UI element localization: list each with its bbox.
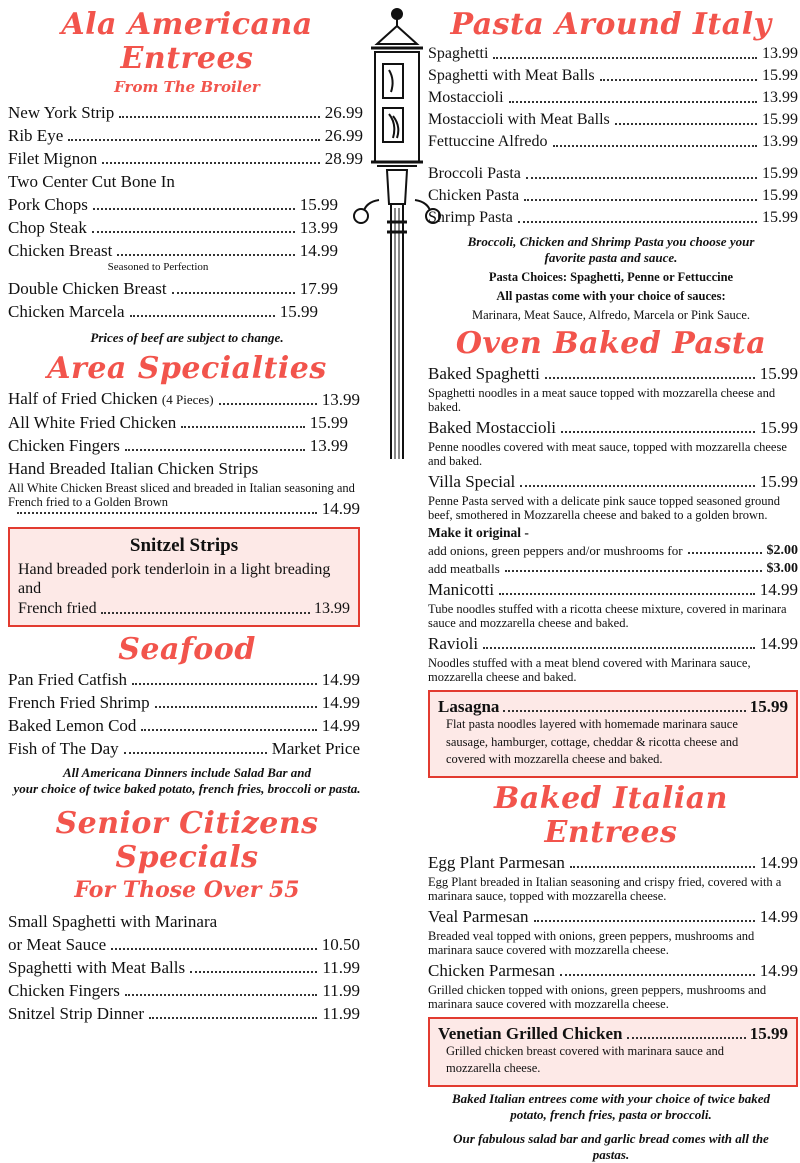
menu-item	[428, 132, 798, 152]
item-name: Two Center Cut Bone In	[8, 172, 175, 191]
menu-item	[8, 102, 363, 123]
dot-leader	[219, 402, 317, 405]
dot-leader	[125, 448, 305, 451]
menu-item	[428, 960, 798, 981]
section-title-pasta-italy: Pasta Around Italy	[450, 7, 772, 42]
dot-leader	[503, 709, 745, 712]
americana-dinners-note	[8, 765, 366, 797]
dot-leader	[125, 993, 317, 996]
dot-leader	[600, 78, 757, 81]
menu-item	[8, 980, 360, 1001]
menu-item	[8, 125, 363, 146]
menu-item	[8, 934, 360, 955]
item-name: Double Chicken Breast	[8, 279, 167, 298]
note-line-1: Broccoli, Chicken and Shrimp Pasta you choose your	[467, 234, 755, 249]
addon-row	[428, 561, 798, 577]
snitzel-desc-line1: Hand breaded pork tenderloin in a light breading and	[18, 561, 331, 597]
item-name: Pan Fried Catfish	[8, 670, 127, 689]
item-description: Spaghetti noodles in a meat sauce topped with mozzarella cheese and baked.	[428, 386, 776, 414]
lasagna-price: 15.99	[749, 697, 788, 716]
dot-leader	[524, 198, 757, 201]
seniors-subtitle: For Those Over 55	[74, 877, 300, 903]
item-price: 11.99	[322, 981, 360, 1000]
menu-item	[8, 301, 318, 322]
item-description-text: All White Chicken Breast sliced and breaded in Italian seasoning and French fried to a Golden Brown	[8, 481, 355, 509]
item-price: 15.99	[762, 187, 798, 204]
lasagna-desc-line1: Flat pasta noodles layered with homemade marinara sauce	[446, 717, 738, 731]
menu-item	[428, 852, 798, 873]
dot-leader	[172, 291, 295, 294]
item-description: Penne noodles covered with meat sauce, topped with mozzarella cheese and baked.	[428, 440, 787, 468]
dot-leader	[17, 511, 317, 514]
item-price: 14.99	[321, 716, 360, 735]
item-name: Mostaccioli	[428, 89, 504, 106]
item-price: 14.99	[321, 670, 360, 689]
dot-leader	[117, 253, 294, 256]
dot-leader	[627, 1036, 746, 1039]
item-price: 13.99	[321, 390, 360, 409]
dot-leader	[124, 751, 267, 754]
snitzel-title: Snitzel Strips	[129, 535, 239, 556]
chicken-breast-note: Seasoned to Perfection	[107, 261, 209, 273]
menu-item	[8, 412, 348, 433]
menu-item	[8, 957, 360, 978]
menu-item	[428, 88, 798, 108]
item-price: 14.99	[321, 693, 360, 712]
menu-item	[428, 579, 798, 600]
item-name: Chicken Pasta	[428, 187, 520, 204]
dot-leader	[111, 947, 317, 950]
item-name: Villa Special	[428, 472, 516, 491]
item-description: Tube noodles stuffed with a ricotta cheese mixture, covered in marinara sauce and mozzarella cheese and baked.	[428, 602, 787, 630]
dot-leader	[561, 430, 755, 433]
item-description: Egg Plant breaded in Italian seasoning and crispy fried, covered with a marinara sauce, topped with mozzarella cheese.	[428, 874, 782, 903]
item-price: 13.99	[762, 133, 798, 150]
item-price: 15.99	[299, 195, 338, 214]
dot-leader	[526, 176, 757, 179]
item-name: Spaghetti with Meat Balls	[428, 67, 595, 84]
make-it-original-label: Make it original -	[428, 525, 529, 540]
dot-leader	[149, 1016, 317, 1019]
item-name: Chicken Marcela	[8, 302, 125, 321]
item-price: 26.99	[324, 126, 363, 145]
venetian-row	[438, 1023, 788, 1044]
item-name: or Meat Sauce	[8, 935, 107, 954]
addon-price: $2.00	[766, 543, 798, 558]
menu-item	[428, 44, 798, 64]
lasagna-box	[428, 690, 798, 778]
note-line-2: potato, french fries, pasta or broccoli.	[510, 1106, 712, 1122]
item-name: French Fried Shrimp	[8, 693, 150, 712]
item-name: Half of Fried Chicken	[8, 389, 158, 408]
menu-item	[428, 471, 798, 492]
item-name: Pork Chops	[8, 195, 88, 214]
dot-leader	[68, 138, 320, 141]
item-price: 28.99	[324, 149, 363, 168]
menu-item-title	[8, 458, 366, 479]
section-title-baked-italian: Baked Italian Entrees	[494, 780, 728, 850]
americana-subtitle: From The Broiler	[114, 78, 260, 96]
item-name: Hand Breaded Italian Chicken Strips	[8, 459, 259, 478]
dot-leader	[92, 230, 295, 233]
addon-price: $3.00	[766, 561, 798, 576]
dot-leader	[615, 122, 757, 125]
item-price: 11.99	[322, 1004, 360, 1023]
menu-item	[8, 435, 348, 456]
menu-item	[8, 692, 360, 713]
item-name: Spaghetti	[428, 45, 489, 62]
item-name: Chicken Parmesan	[428, 960, 555, 980]
item-name: Filet Mignon	[8, 149, 98, 168]
menu-item	[8, 738, 360, 759]
snitzel-price: 13.99	[314, 600, 350, 617]
menu-item	[8, 240, 338, 261]
menu-item	[8, 278, 338, 299]
sauce-note-list: Marinara, Meat Sauce, Alfredo, Marcela or Pink Sauce.	[471, 308, 751, 322]
right-column	[424, 0, 800, 1163]
item-name: Fettuccine Alfredo	[428, 133, 548, 150]
venetian-desc-line1: Grilled chicken breast covered with marinara sauce and	[446, 1043, 724, 1058]
item-name: Small Spaghetti with Marinara	[8, 912, 218, 931]
menu-item	[8, 669, 360, 690]
dot-leader	[93, 207, 295, 210]
item-price: 13.99	[762, 89, 798, 106]
item-name: Ravioli	[428, 634, 479, 653]
item-price: 15.99	[759, 418, 798, 437]
menu-item	[428, 164, 798, 184]
item-price: 13.99	[309, 436, 348, 455]
item-name: Shrimp Pasta	[428, 209, 513, 226]
section-title-area-specialties: Area Specialties	[47, 351, 327, 386]
item-price: 15.99	[309, 413, 348, 432]
item-name: Baked Mostaccioli	[428, 418, 556, 437]
item-name: Baked Lemon Cod	[8, 716, 137, 735]
venetian-price: 15.99	[749, 1023, 788, 1043]
item-price: 14.99	[759, 960, 798, 980]
item-price: 15.99	[279, 302, 318, 321]
item-price: 14.99	[759, 580, 798, 599]
item-price: 14.99	[299, 241, 338, 260]
dot-leader	[534, 919, 755, 922]
dot-leader	[518, 220, 757, 223]
dot-leader	[493, 56, 757, 59]
section-title-americana: Ala Americana Entrees	[61, 7, 313, 76]
menu-item	[8, 715, 360, 736]
menu-item	[8, 1003, 360, 1024]
item-name: Egg Plant Parmesan	[428, 852, 565, 872]
item-price: 15.99	[759, 472, 798, 491]
menu-item	[8, 388, 360, 410]
dot-leader	[560, 973, 755, 976]
menu-item	[8, 194, 338, 215]
item-name: Chicken Breast	[8, 241, 113, 260]
item-name: New York Strip	[8, 103, 115, 122]
item-description: Breaded veal topped with onions, green peppers, mushrooms and marinara sauce covered with mozzarella cheese.	[428, 928, 755, 957]
item-name: Spaghetti with Meat Balls	[8, 958, 186, 977]
note-line-2: your choice of twice baked potato, french fries, broccoli or pasta.	[13, 781, 361, 796]
menu-item	[428, 208, 798, 228]
item-price: 14.99	[759, 852, 798, 872]
item-name: Baked Spaghetti	[428, 364, 540, 383]
dot-leader	[119, 115, 319, 118]
dot-leader	[155, 705, 317, 708]
lasagna-row	[438, 696, 788, 717]
item-price: 13.99	[762, 45, 798, 62]
note-line-1: Baked Italian entrees come with your choice of twice baked	[451, 1090, 771, 1106]
salad-bar-note	[428, 1131, 794, 1163]
item-name: Mostaccioli with Meat Balls	[428, 111, 610, 128]
dot-leader	[130, 314, 275, 317]
item-name: Fish of The Day	[8, 739, 119, 758]
item-name: Snitzel Strip Dinner	[8, 1004, 144, 1023]
lasagna-desc-line2: sausage, hamburger, cottage, cheddar & ricotta cheese and	[446, 734, 739, 749]
baked-italian-note	[428, 1091, 794, 1123]
item-name: All White Fried Chicken	[8, 413, 177, 432]
item-name: Chop Steak	[8, 218, 87, 237]
dot-leader	[499, 592, 755, 595]
menu-item	[8, 148, 363, 169]
dot-leader	[553, 144, 757, 147]
item-price: 17.99	[299, 279, 338, 298]
beef-price-footnote: Prices of beef are subject to change.	[90, 330, 284, 345]
note-line-2: pastas.	[592, 1146, 630, 1162]
section-title-seafood: Seafood	[118, 632, 256, 667]
sauce-note-title: All pastas come with your choice of sauces:	[496, 289, 726, 303]
snitzel-desc-text: French fried	[18, 600, 97, 617]
dot-leader	[688, 551, 762, 554]
lasagna-desc-line3: covered with mozzarella cheese and baked.	[446, 752, 663, 766]
dot-leader	[570, 865, 755, 868]
menu-item	[428, 633, 798, 654]
item-price: 14.99	[321, 499, 360, 518]
menu-item	[8, 217, 338, 238]
item-price: Market Price	[271, 739, 360, 758]
item-price: 14.99	[759, 634, 798, 653]
dot-leader	[181, 425, 305, 428]
item-name: Veal Parmesan	[428, 906, 529, 926]
venetian-name: Venetian Grilled Chicken	[438, 1023, 623, 1043]
item-price: 15.99	[762, 67, 798, 84]
left-column	[0, 0, 372, 1026]
dot-leader	[102, 161, 319, 164]
menu-item	[428, 363, 798, 384]
item-price: 15.99	[762, 209, 798, 226]
addon-name: add onions, green peppers and/or mushrooms for	[428, 543, 683, 558]
menu-item	[428, 906, 798, 927]
item-price: 13.99	[299, 218, 338, 237]
dot-leader	[545, 376, 755, 379]
note-line-1: Our fabulous salad bar and garlic bread comes with all the	[453, 1130, 769, 1146]
dot-leader	[132, 682, 317, 685]
addon-row	[428, 543, 798, 559]
dot-leader	[141, 728, 316, 731]
dot-leader	[520, 484, 754, 487]
section-title-oven-baked: Oven Baked Pasta	[455, 326, 767, 361]
note-line-1: All Americana Dinners include Salad Bar and	[62, 765, 311, 780]
snitzel-strips-box	[8, 527, 360, 627]
dot-leader	[101, 611, 310, 614]
item-name: Chicken Fingers	[8, 436, 120, 455]
menu-item	[428, 110, 798, 130]
item-price: 26.99	[324, 103, 363, 122]
item-description: Grilled chicken topped with onions, green peppers, mushrooms and marinara sauce covered with mozzarella cheese.	[428, 982, 767, 1011]
dot-leader	[483, 646, 755, 649]
menu-item	[428, 186, 798, 206]
item-price: 14.99	[759, 906, 798, 926]
item-price: 10.50	[321, 935, 360, 954]
lasagna-name: Lasagna	[438, 697, 500, 716]
menu-item	[428, 66, 798, 86]
pasta-choice-note	[428, 234, 794, 266]
snitzel-desc-line2	[18, 598, 350, 619]
item-description: Noodles stuffed with a meat blend covered with Marinara sauce, mozzarella cheese and baked.	[428, 656, 751, 684]
venetian-chicken-box	[428, 1017, 798, 1087]
dot-leader	[509, 100, 757, 103]
item-price: 15.99	[759, 364, 798, 383]
item-name: Chicken Fingers	[8, 981, 120, 1000]
menu-item	[428, 417, 798, 438]
menu-item	[8, 171, 366, 192]
dot-leader	[190, 970, 317, 973]
item-description: Penne Pasta served with a delicate pink sauce topped seasoned ground beef, smothered in Mozzarella cheese and baked to a golden brown.	[428, 494, 780, 522]
item-name: Broccoli Pasta	[428, 165, 521, 182]
menu-item	[8, 911, 366, 932]
item-price: 11.99	[322, 958, 360, 977]
item-name: Manicotti	[428, 580, 495, 599]
item-price: 15.99	[762, 111, 798, 128]
item-price: 15.99	[762, 165, 798, 182]
item-name: Rib Eye	[8, 126, 64, 145]
pasta-choices: Pasta Choices: Spaghetti, Penne or Fettuccine	[488, 270, 734, 284]
item-qty: (4 Pieces)	[161, 392, 214, 407]
venetian-desc-line2: mozzarella cheese.	[446, 1061, 541, 1075]
section-title-seniors: Senior Citizens Specials	[55, 806, 319, 875]
note-line-2: favorite pasta and sauce.	[544, 250, 678, 265]
dot-leader	[505, 569, 762, 572]
addon-name: add meatballs	[428, 561, 500, 576]
